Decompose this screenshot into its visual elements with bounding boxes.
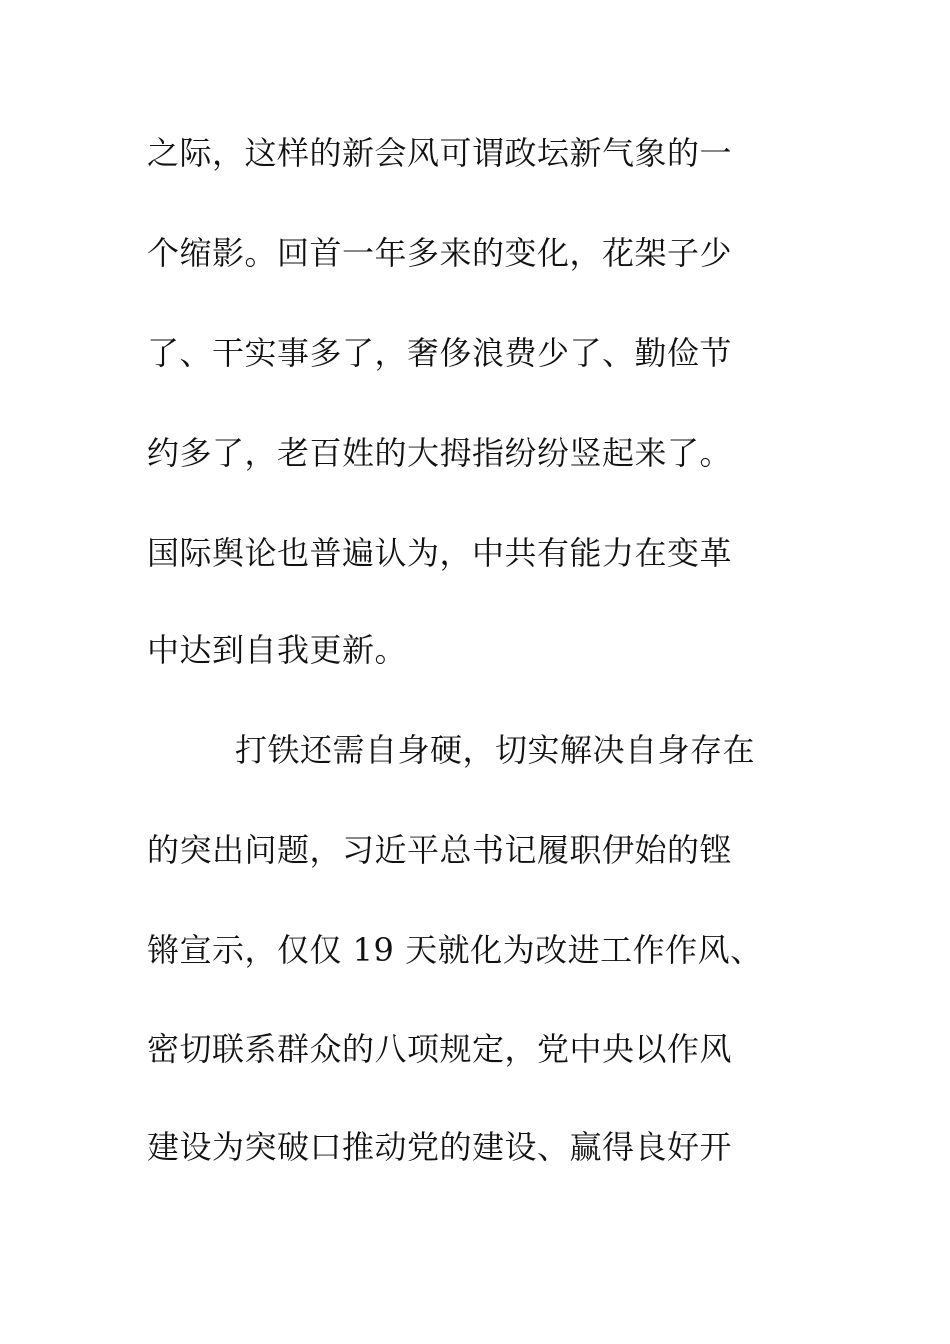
paragraph-first-line: 打铁还需自身硬，切实解决自身存在 bbox=[235, 731, 756, 769]
text-line-11: 建设为突破口推动党的建设、赢得良好开 bbox=[147, 1128, 733, 1166]
text-line-1: 之际，这样的新会风可谓政坛新气象的一 bbox=[147, 134, 733, 172]
text-line-4: 约多了，老百姓的大拇指纷纷竖起来了。 bbox=[147, 434, 733, 472]
text-line-5: 国际舆论也普遍认为，中共有能力在变革 bbox=[147, 534, 733, 572]
text-line-2: 个缩影。回首一年多来的变化，花架子少 bbox=[147, 234, 733, 272]
text-line-8: 的突出问题，习近平总书记履职伊始的铿 bbox=[147, 831, 733, 869]
text-line-6: 中达到自我更新。 bbox=[147, 631, 408, 669]
text-line-9: 锵宣示，仅仅 19 天就化为改进工作作风、 bbox=[147, 931, 763, 969]
text-line-3: 了、干实事多了，奢侈浪费少了、勤俭节 bbox=[147, 334, 733, 372]
text-line-10: 密切联系群众的八项规定，党中央以作风 bbox=[147, 1030, 733, 1068]
